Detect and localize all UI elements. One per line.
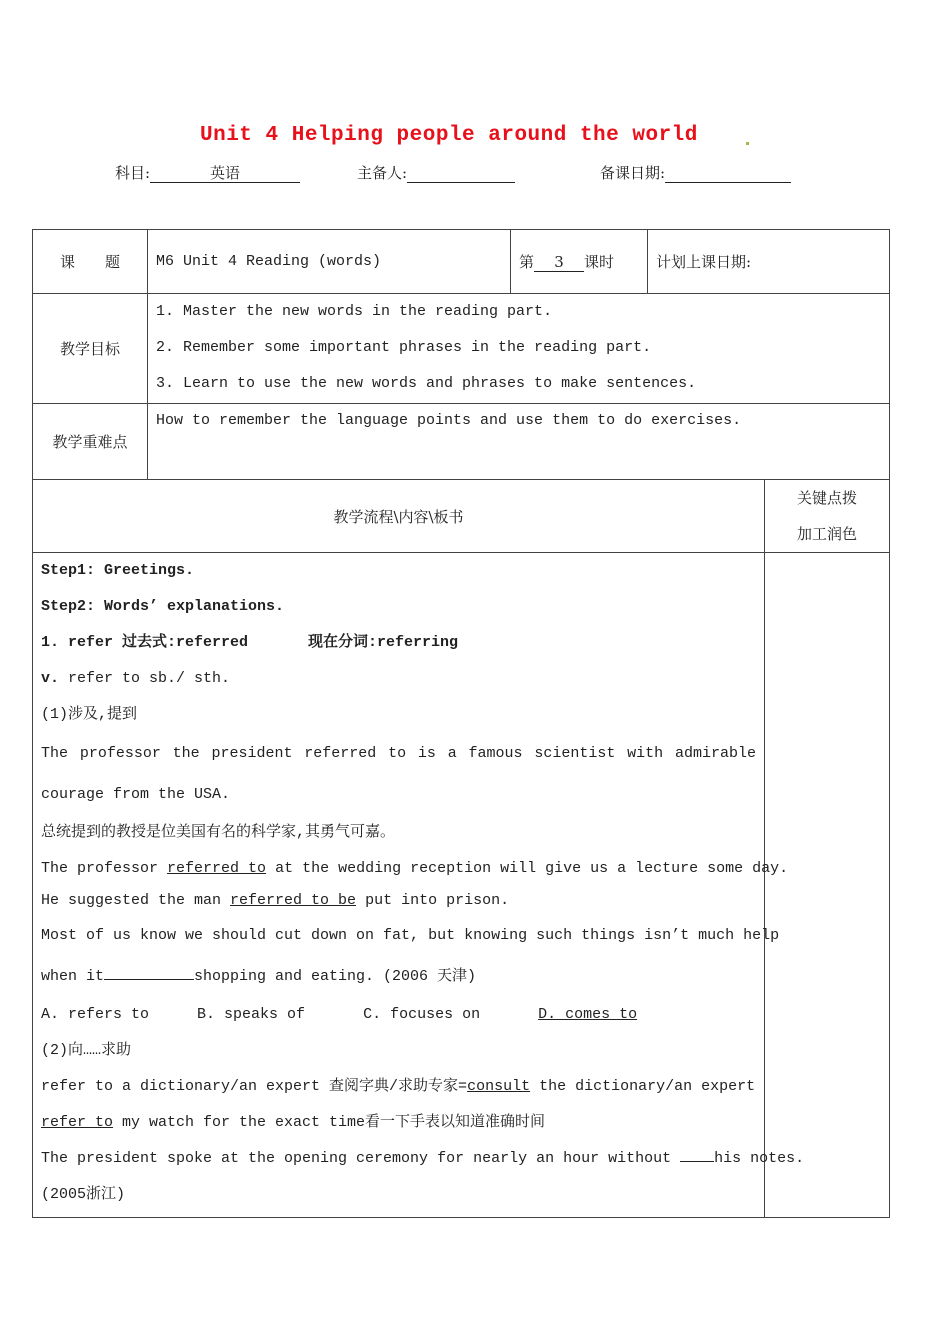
flow-heading: 教学流程\内容\板书 — [33, 480, 765, 553]
example-7-post: his notes. — [714, 1150, 805, 1167]
side-heading-1: 关键点拨 — [796, 489, 857, 507]
example-4-pre: when it — [41, 968, 105, 985]
decorative-dot — [746, 142, 749, 145]
example-4-line-1: Most of us know we should cut down on fat, but knowing such things isn’t much help — [41, 927, 780, 944]
key-points-row — [33, 404, 890, 480]
sense-1: (1)涉及,提到 — [41, 706, 138, 723]
prep-date-label: 备课日期: — [600, 164, 666, 182]
example-5 — [41, 1069, 756, 1105]
step-1: Step1: Greetings. — [41, 562, 195, 579]
example-3 — [41, 887, 756, 915]
flow-header-row — [33, 480, 890, 553]
lesson-suffix: 课时 — [584, 253, 615, 271]
lesson-prefix: 第 — [519, 253, 535, 271]
example-3-pre: He suggested the man — [41, 892, 231, 909]
key-points-label: 教学重难点 — [33, 404, 148, 480]
answer-blank — [104, 965, 194, 980]
side-heading — [765, 480, 890, 553]
example-6-post: my watch for the exact time看一下手表以知道准确时间 — [113, 1114, 546, 1131]
example-7-pre: The president spoke at the opening ceremony for nearly an hour without — [41, 1150, 681, 1167]
preparer-field — [357, 162, 515, 183]
step-2: Step2: Words’ explanations. — [41, 598, 285, 615]
notes-column — [765, 553, 890, 1218]
word-forms-past: 1. refer 过去式:referred — [41, 634, 249, 651]
example-5-post: the dictionary/an expert — [530, 1078, 756, 1095]
example-7-source: (2005浙江) — [41, 1186, 126, 1203]
word-forms-present: 现在分词:referring — [308, 634, 459, 651]
example-4-post: shopping and eating. (2006 天津) — [194, 968, 477, 985]
example-3-underlined: referred to be — [230, 892, 357, 909]
option-c: C. focuses on — [363, 1006, 481, 1023]
objective-item: 3. Learn to use the new words and phrases to make sentences. — [156, 375, 697, 392]
subject-field — [115, 162, 300, 183]
example-5-underlined: consult — [467, 1078, 531, 1095]
objectives-list — [148, 294, 890, 404]
option-a: A. refers to — [41, 1006, 150, 1023]
objective-item: 2. Remember some important phrases in the reading part. — [156, 339, 652, 356]
subject-label: 科目: — [115, 164, 151, 182]
preparer-blank — [407, 164, 515, 183]
option-d: D. comes to — [538, 1006, 638, 1023]
example-6-underlined: refer to — [41, 1114, 114, 1131]
example-4-line-2 — [41, 956, 756, 997]
lesson-count — [511, 230, 648, 294]
example-2-pre: The professor — [41, 860, 168, 877]
word-heading — [41, 625, 756, 661]
example-5-pre: refer to a dictionary/an expert 查阅字典/求助专家= — [41, 1078, 468, 1095]
example-7 — [41, 1141, 805, 1177]
lesson-number: 3 — [534, 253, 584, 272]
example-1-cn: 总统提到的教授是位美国有名的科学家,其勇气可嘉。 — [41, 824, 396, 841]
plan-date: 计划上课日期: — [648, 230, 890, 294]
sense-2: (2)向……求助 — [41, 1042, 132, 1059]
topic-label: 课 题 — [33, 230, 148, 294]
prep-date-blank — [665, 164, 791, 183]
example-2 — [41, 851, 789, 887]
prep-date-field — [600, 162, 791, 183]
content-cell — [33, 553, 805, 1218]
key-points-text: How to remember the language points and use them to do exercises. — [148, 404, 890, 480]
preparer-label: 主备人: — [357, 164, 408, 182]
subject-value: 英语 — [150, 164, 300, 183]
pos-label: v. — [41, 670, 60, 687]
example-3-post: put into prison. — [356, 892, 510, 909]
example-2-underlined: referred to — [167, 860, 267, 877]
objectives-row — [33, 294, 890, 404]
answer-blank — [680, 1147, 714, 1162]
lesson-plan-table — [32, 229, 890, 1218]
example-2-post: at the wedding reception will give us a lecture some day. — [266, 860, 789, 877]
objective-item: 1. Master the new words in the reading part. — [156, 303, 553, 320]
topic-value: M6 Unit 4 Reading (words) — [148, 230, 511, 294]
side-heading-2: 加工润色 — [796, 525, 857, 543]
example-6 — [41, 1105, 756, 1141]
topic-row — [33, 230, 890, 294]
pos-usage: refer to sb./ sth. — [59, 670, 231, 687]
content-row — [33, 553, 890, 1218]
example-1-en: The professor the president referred to is a famous scientist with admirable courage from the USA. — [41, 745, 756, 803]
objectives-label: 教学目标 — [33, 294, 148, 404]
options — [41, 997, 756, 1033]
option-b: B. speaks of — [197, 1006, 306, 1023]
part-of-speech — [41, 661, 756, 697]
page-title: Unit 4 Helping people around the world — [200, 124, 698, 147]
